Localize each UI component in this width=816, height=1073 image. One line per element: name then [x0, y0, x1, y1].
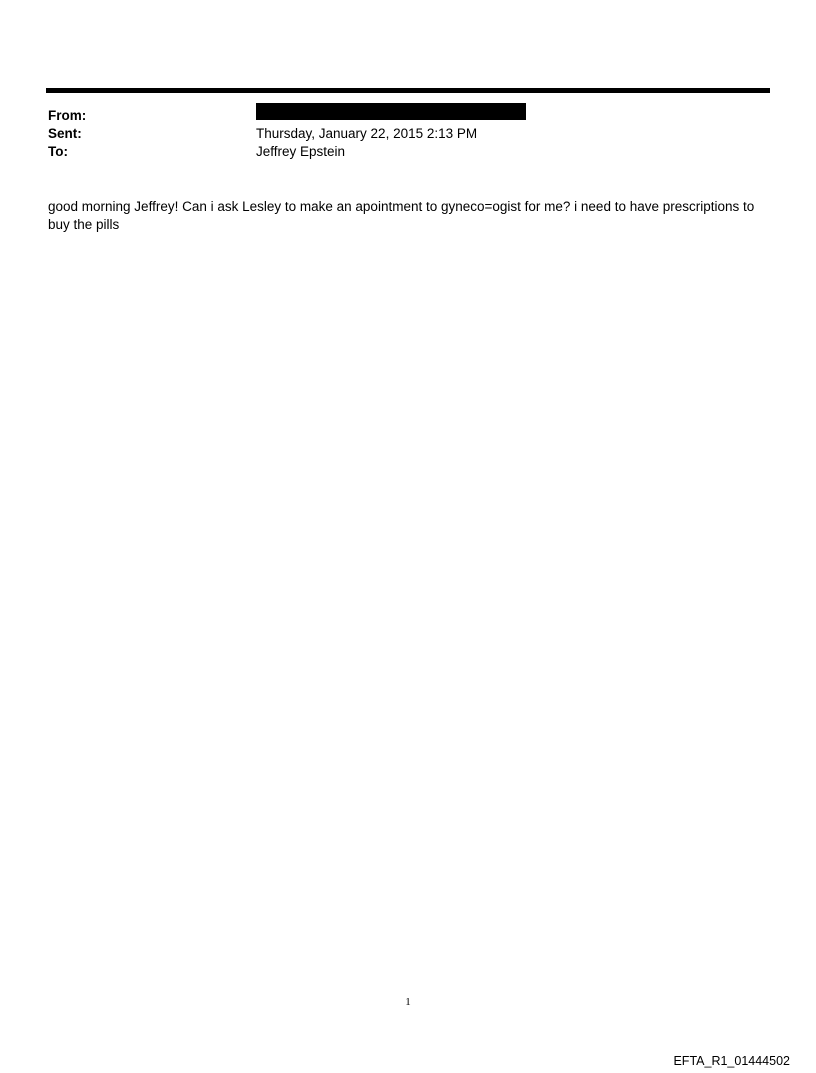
bates-number: EFTA_R1_01444502 — [673, 1054, 790, 1068]
email-header — [48, 107, 768, 161]
sent-value: Thursday, January 22, 2015 2:13 PM — [256, 126, 478, 141]
from-row — [48, 107, 768, 125]
from-value — [256, 107, 768, 125]
to-value: Jeffrey Epstein — [256, 144, 346, 159]
email-body: good morning Jeffrey! Can i ask Lesley to make an apointment to gyneco=ogist for me? i need to have prescriptions to buy the pills — [48, 199, 755, 232]
to-row — [48, 143, 768, 161]
sent-row — [48, 125, 768, 143]
redaction-block — [256, 103, 526, 120]
page-number: 1 — [405, 996, 411, 1008]
to-label: To: — [48, 144, 68, 159]
header-divider-rule — [46, 88, 770, 93]
from-label: From: — [48, 108, 87, 123]
sent-label: Sent: — [48, 126, 82, 141]
